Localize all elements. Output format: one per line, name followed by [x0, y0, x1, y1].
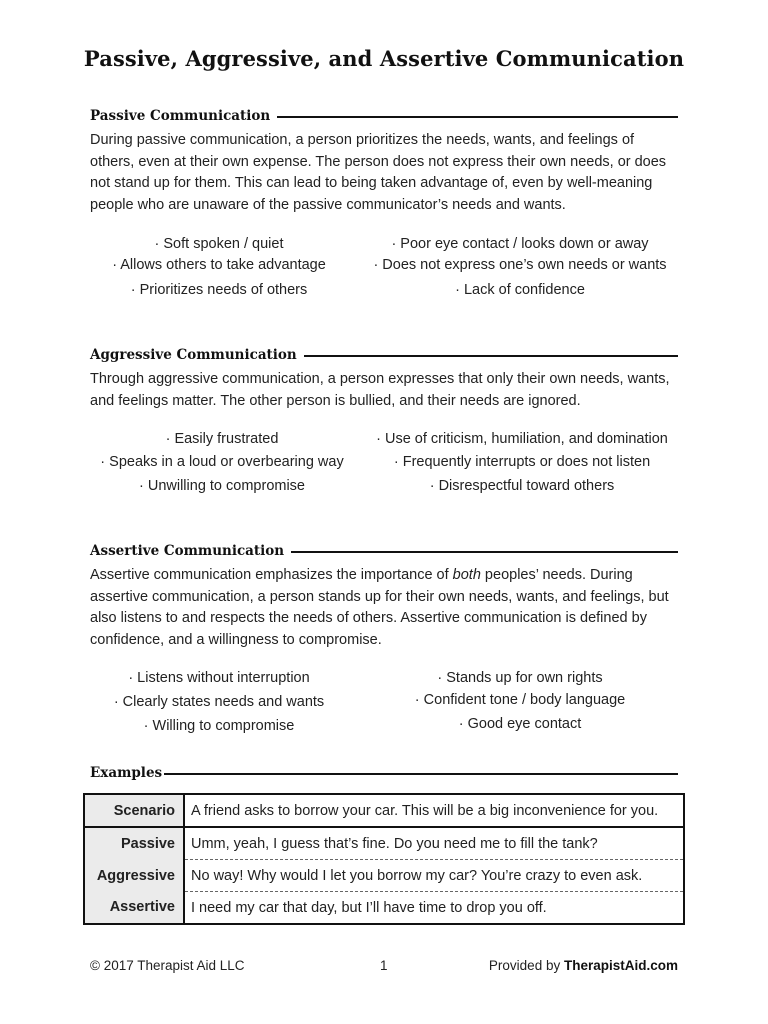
passive-bullet-right-3: · Lack of confidence — [455, 282, 585, 298]
passive-bullet-right-1: · Poor eye contact / looks down or away — [391, 236, 649, 252]
row-label: Aggressive — [84, 860, 184, 892]
table-row — [84, 860, 684, 892]
section-heading-passive — [90, 106, 678, 126]
row-text: Umm, yeah, I guess that’s fine. Do you need me to fill the tank? — [184, 827, 684, 860]
table-row — [84, 794, 684, 827]
section-heading-assertive — [90, 541, 678, 561]
assertive-paragraph — [90, 565, 680, 651]
heading-rule — [277, 116, 678, 118]
heading-rule — [291, 551, 678, 553]
row-text: I need my car that day, but I’ll have time to drop you off. — [191, 899, 547, 916]
row-label: Assertive — [84, 892, 184, 925]
row-label: Scenario — [84, 794, 184, 827]
row-label: Passive — [84, 827, 184, 860]
footer-provided-by — [489, 958, 678, 973]
passive-paragraph: During passive communication, a person prioritizes the needs, wants, and feelings of others, even at their own expense. The person does not express their own needs, or does not stand up for them. This can lead to being taken advantage of, even by well-meaning people who are unaware of the passive communicator’s needs and wants. — [90, 132, 667, 213]
row-text: A friend asks to borrow your car. This will be a big inconvenience for you. — [184, 794, 684, 827]
table-row — [84, 827, 684, 860]
aggressive-bullet-right-1: · Use of criticism, humiliation, and domination — [376, 431, 668, 447]
footer-copyright: © 2017 Therapist Aid LLC — [90, 958, 245, 973]
section-heading-aggressive — [90, 345, 678, 365]
passive-bullet-right-2: · Does not express one’s own needs or wants — [373, 257, 667, 273]
aggressive-bullet-left-3: · Unwilling to compromise — [139, 478, 305, 494]
assertive-paragraph-emphasis: both — [452, 567, 481, 583]
footer-provided-prefix: Provided by — [488, 958, 564, 973]
assertive-bullet-left-1: · Listens without interruption — [128, 670, 310, 686]
section-heading-text: Passive Communication — [90, 108, 271, 124]
section-heading-text: Assertive Communication — [90, 543, 285, 559]
table-row — [84, 892, 684, 925]
assertive-bullet-right-3: · Good eye contact — [458, 716, 582, 732]
footer-brand-link[interactable]: TherapistAid.com — [563, 958, 678, 973]
assertive-paragraph-start: Assertive communication emphasizes the importance of — [90, 567, 453, 583]
heading-rule — [304, 355, 678, 357]
page-title: Passive, Aggressive, and Assertive Communication — [83, 46, 685, 71]
row-text: No way! Why would I let you borrow my car? You’re crazy to even ask. — [184, 860, 684, 892]
passive-bullet-left-2: · Allows others to take advantage — [112, 257, 326, 273]
aggressive-bullet-left-2: · Speaks in a loud or overbearing way — [100, 454, 344, 470]
assertive-bullet-left-3: · Willing to compromise — [143, 718, 295, 734]
section-heading-examples — [90, 763, 678, 783]
assertive-bullet-left-2: · Clearly states needs and wants — [113, 694, 325, 710]
examples-table — [83, 793, 685, 925]
passive-bullet-left-3: · Prioritizes needs of others — [130, 282, 308, 298]
aggressive-bullet-left-1: · Easily frustrated — [165, 431, 279, 447]
assertive-bullet-right-2: · Confident tone / body language — [414, 692, 626, 708]
aggressive-bullet-right-2: · Frequently interrupts or does not listen — [393, 454, 651, 470]
heading-rule — [164, 773, 678, 775]
assertive-bullet-right-1: · Stands up for own rights — [437, 670, 603, 686]
footer-page-number: 1 — [380, 958, 388, 973]
aggressive-paragraph: Through aggressive communication, a person expresses that only their own needs, wants, and feelings matter. The other person is bullied, and their needs are ignored. — [90, 371, 670, 409]
aggressive-bullet-right-3: · Disrespectful toward others — [429, 478, 615, 494]
section-heading-text: Examples — [90, 765, 163, 781]
passive-bullet-left-1: · Soft spoken / quiet — [154, 236, 284, 252]
assertive-paragraph-end: peoples’ needs. During assertive communication, a person stands up for their own needs, wants, and feelings, but also listens to and respects the needs of others. Assertive communication is defined by confidence, and a willingness to compromise. — [90, 567, 669, 648]
section-heading-text: Aggressive Communication — [90, 347, 297, 363]
